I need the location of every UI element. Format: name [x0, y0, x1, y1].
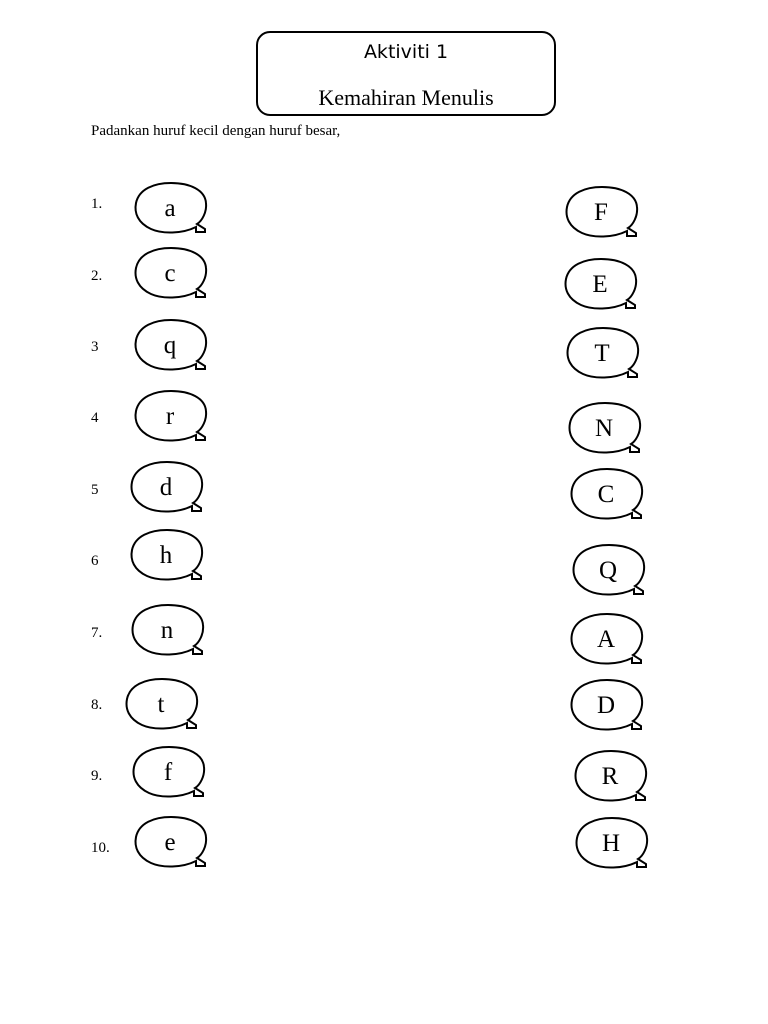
lowercase-bubble [134, 389, 216, 447]
uppercase-letter: Q [598, 557, 618, 584]
lowercase-bubble [130, 528, 212, 586]
lowercase-bubble [132, 745, 214, 803]
item-number: 8. [91, 697, 103, 713]
lowercase-letter: h [159, 542, 173, 569]
item-number: 7. [91, 625, 103, 641]
uppercase-letter: H [601, 830, 621, 857]
uppercase-bubble [570, 467, 652, 525]
item-number: 3 [91, 339, 99, 355]
lowercase-bubble [134, 318, 216, 376]
lowercase-letter: t [157, 691, 165, 718]
item-number: 4 [91, 410, 99, 426]
activity-subtitle: Kemahiran Menulis [318, 85, 494, 110]
lowercase-letter: f [163, 759, 173, 786]
lowercase-bubble [125, 677, 207, 735]
activity-title: Aktiviti 1 [363, 41, 449, 63]
uppercase-letter: T [594, 340, 610, 367]
lowercase-bubble [134, 181, 216, 239]
uppercase-letter: A [596, 626, 616, 653]
item-number: 6 [91, 553, 99, 569]
uppercase-letter: N [594, 415, 614, 442]
uppercase-letter: R [601, 763, 619, 790]
uppercase-bubble [572, 543, 654, 601]
item-number: 1. [91, 196, 103, 212]
uppercase-bubble [564, 257, 646, 315]
uppercase-bubble [570, 612, 652, 670]
uppercase-letter: C [597, 481, 615, 508]
lowercase-letter: r [165, 403, 175, 430]
item-number: 9. [91, 768, 103, 784]
lowercase-letter: q [163, 332, 177, 359]
lowercase-bubble [130, 460, 212, 518]
uppercase-bubble [568, 401, 650, 459]
uppercase-bubble [575, 816, 657, 874]
uppercase-bubble [565, 185, 647, 243]
item-number: 5 [91, 482, 99, 498]
instruction-text: Padankan huruf kecil dengan huruf besar, [91, 123, 341, 139]
uppercase-bubble [566, 326, 648, 384]
uppercase-bubble [574, 749, 656, 807]
lowercase-letter: e [164, 829, 176, 856]
title-box [256, 31, 556, 116]
uppercase-letter: D [596, 692, 616, 719]
item-number: 2. [91, 268, 103, 284]
lowercase-letter: n [160, 617, 174, 644]
item-number: 10. [91, 840, 110, 856]
uppercase-letter: E [592, 271, 608, 298]
uppercase-bubble [570, 678, 652, 736]
uppercase-letter: F [594, 199, 608, 226]
lowercase-bubble [134, 815, 216, 873]
lowercase-bubble [134, 246, 216, 304]
lowercase-letter: d [159, 474, 173, 501]
lowercase-letter: c [164, 260, 176, 287]
lowercase-letter: a [164, 195, 176, 222]
lowercase-bubble [131, 603, 213, 661]
